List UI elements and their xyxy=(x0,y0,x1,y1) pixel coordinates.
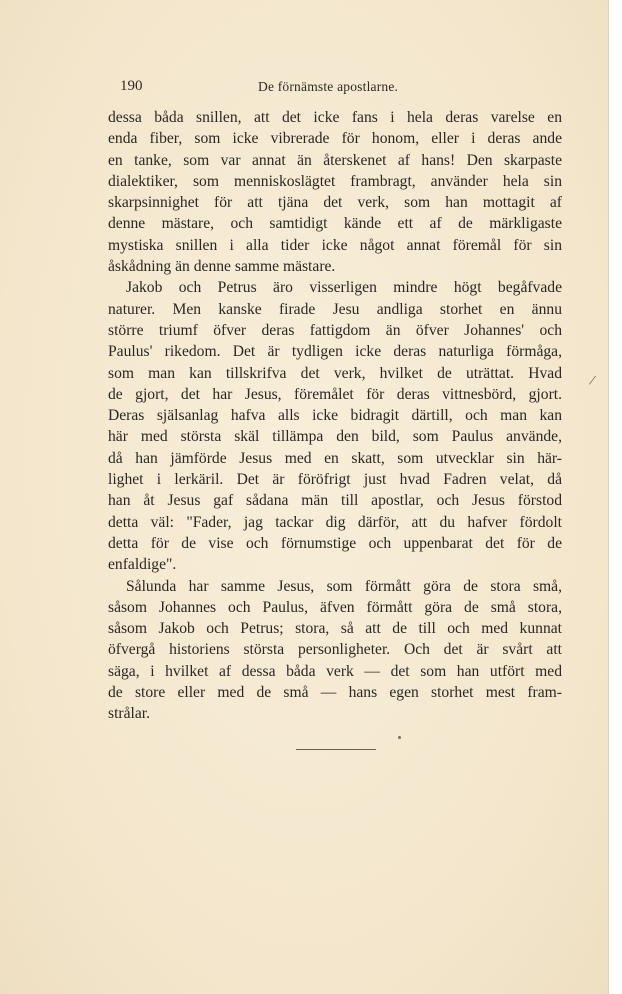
text-line: mystiska snillen i alla tider icke något annat föremål för sin xyxy=(108,236,562,254)
running-title: De förnämste apostlarne. xyxy=(258,79,399,94)
text-line: skarpsinnighet för att tjäna det verk, som han mottagit af xyxy=(108,194,562,212)
text-line: en tanke, som var annat än återskenet af hans! Den skarpaste xyxy=(108,151,562,169)
text-line: Deras själsanlag hafva alls icke bidragit därtill, och man kan xyxy=(108,407,562,425)
text-line: öfvergå historiens största personligheter. Och det är svårt att xyxy=(108,641,562,659)
text-line: naturer. Men kanske firade Jesu andliga storhet en ännu xyxy=(108,300,562,318)
text-line: detta väl: "Fader, jag tackar dig därför, att du hafver fördolt xyxy=(108,513,562,531)
text-line: Sålunda har samme Jesus, som förmått göra de stora små, xyxy=(126,577,562,595)
body-text xyxy=(108,107,562,725)
text-line: då han jämförde Jesus med en skatt, som utvecklar sin här- xyxy=(108,449,562,467)
text-line: denne mästare, och samtidigt kände ett af de märkligaste xyxy=(108,215,562,233)
text-line: de store eller med de små — hans egen storhet mest fram- xyxy=(108,684,562,702)
text-line: som man kan tillskrifva det verk, hvilket de uträttat. Hvad xyxy=(108,364,562,382)
end-rule xyxy=(296,749,376,750)
text-line: lighet i lerkäril. Det är föröfrigt just hvad Fadren velat, då xyxy=(108,471,562,489)
text-line: åskådning än denne samme mästare. xyxy=(108,258,336,276)
text-line: han åt Jesus gaf sådana män till apostlar, och Jesus förstod xyxy=(108,492,562,510)
text-line: dessa båda snillen, att det icke fans i hela deras varelse en xyxy=(108,109,562,126)
text-line: här med största skäl tillämpa den bild, som Paulus använde, xyxy=(108,428,562,446)
text-line: Jakob och Petrus äro visserligen mindre högt begåfvade xyxy=(126,279,562,297)
text-line: enda fiber, som icke vibrerade för honom, eller i deras ande xyxy=(108,130,562,148)
page-number: 190 xyxy=(120,78,143,94)
text-line: säga, i hvilket af dessa båda verk — det som han utfört med xyxy=(108,662,562,680)
ink-dot xyxy=(398,736,401,739)
margin-pencil-mark: / xyxy=(587,372,597,390)
text-line: större triumf öfver deras fattigdom än öfver Johannes' och xyxy=(108,321,562,339)
page-header xyxy=(108,78,562,98)
text-line: strålar. xyxy=(108,705,150,723)
text-line: dialektiker, som menniskoslägtet frambragt, använder hela sin xyxy=(108,172,562,190)
text-line: såsom Johannes och Paulus, äfven förmått göra de små stora, xyxy=(108,598,562,616)
text-line: detta för de vise och förnumstige och uppenbarat det för de xyxy=(108,534,562,552)
text-line: Paulus' rikedom. Det är tydligen icke deras naturliga förmåga, xyxy=(108,343,562,361)
text-line: enfaldige". xyxy=(108,556,177,574)
text-line: såsom Jakob och Petrus; stora, så att de till och med kunnat xyxy=(108,620,562,638)
text-line: de gjort, det har Jesus, föremålet för deras vittnesbörd, gjort. xyxy=(108,385,562,403)
